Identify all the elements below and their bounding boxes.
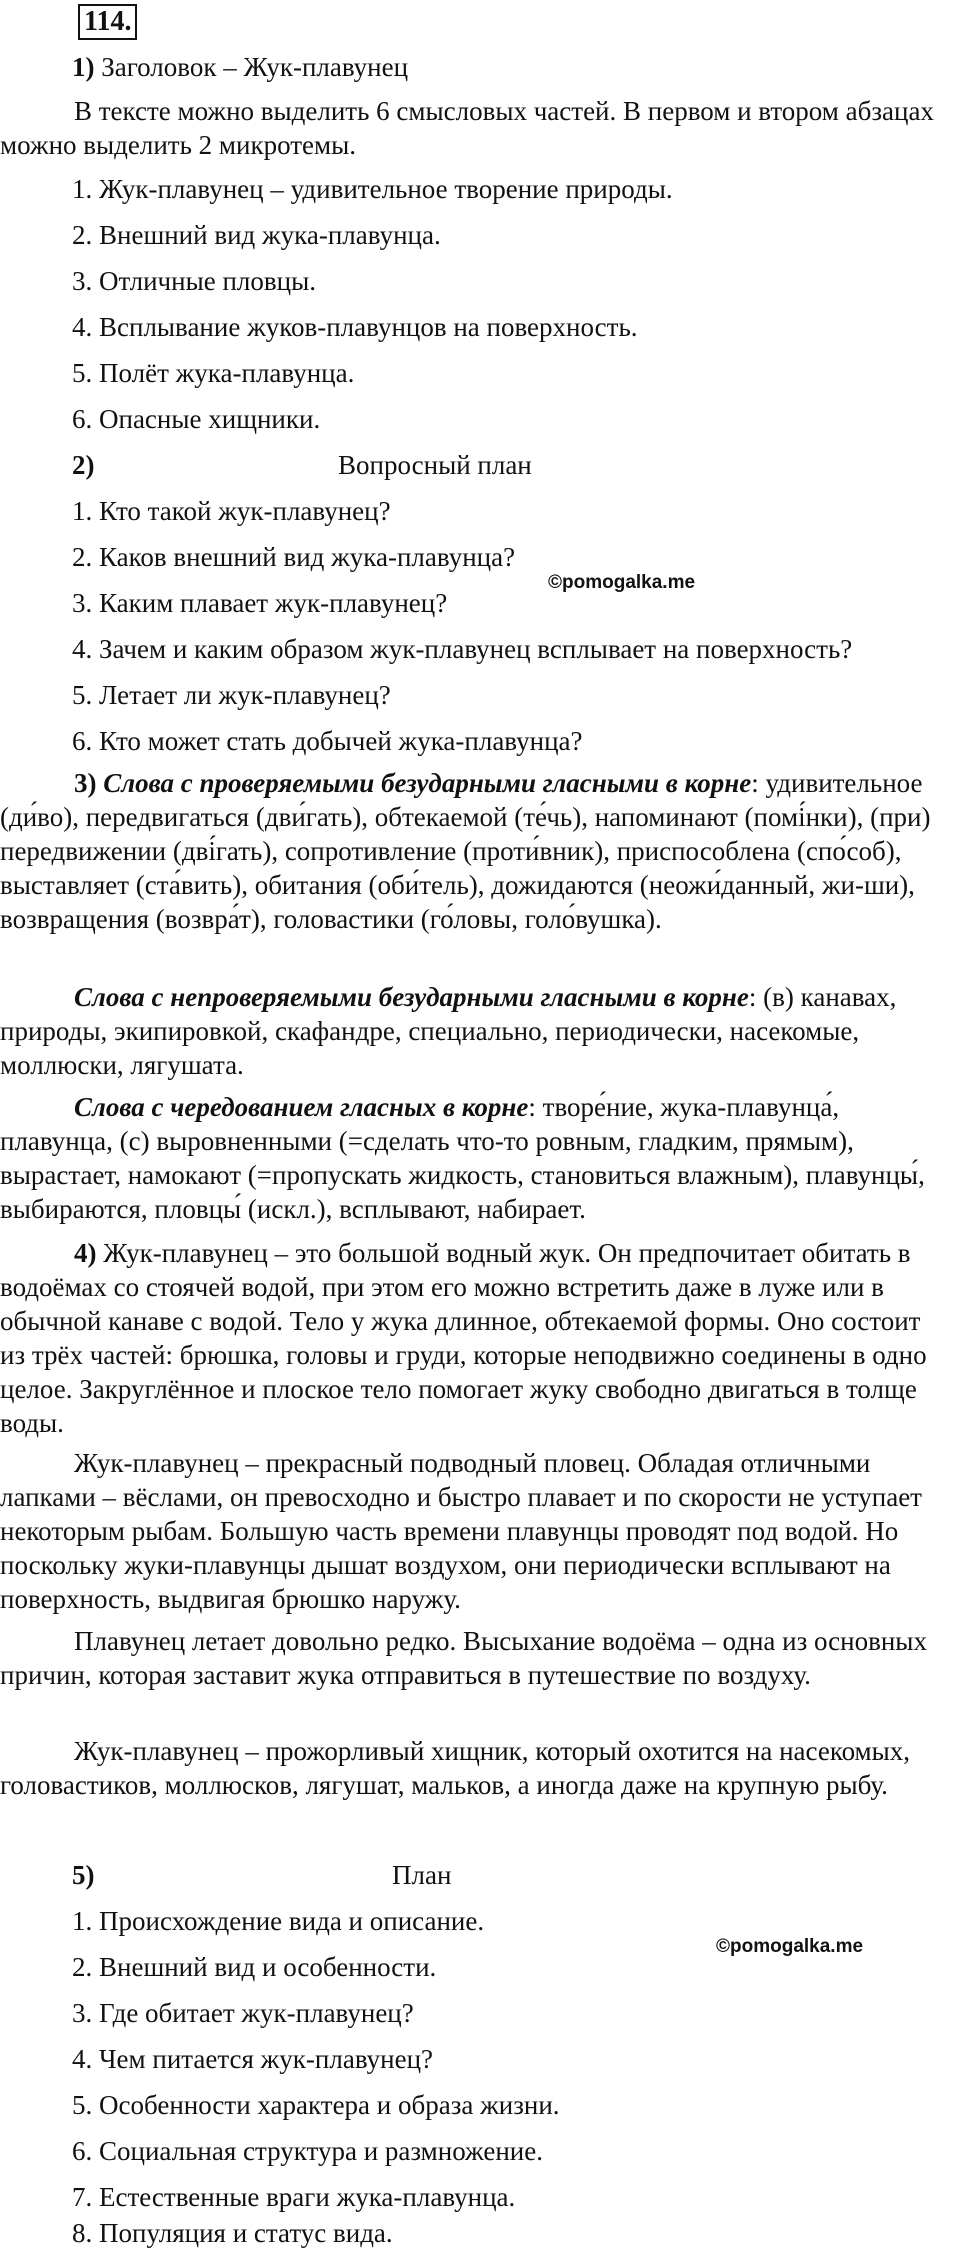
sec5-heading: План xyxy=(392,1860,452,1890)
sec3-checked-heading: Слова с проверяемыми безударными гласными в корне xyxy=(103,768,752,798)
sec2-heading-line xyxy=(72,448,95,482)
sec4-p3: Плавунец летает довольно редко. Высыхание водоёма – одна из основных причин, которая заставит жука отправиться в путешествие по воздуху. xyxy=(0,1626,927,1690)
sec2-number: 2) xyxy=(72,450,95,480)
sec1-number: 1) xyxy=(72,52,95,82)
sec1-item-4: 4. Всплывание жуков-плавунцов на поверхность. xyxy=(72,312,638,342)
sec1-item-1: 1. Жук-плавунец – удивительное творение природы. xyxy=(72,174,673,204)
watermark-bottom: ©pomogalka.me xyxy=(716,1936,864,1957)
sec5-item-3: 3. Где обитает жук-плавунец? xyxy=(72,1998,414,2028)
sec4-p1: Жук-плавунец – это большой водный жук. Он предпочитает обитать в водоёмах со стоячей водой, при этом его можно встретить даже в луже или в обычной канаве с водой. Тело у жука длинное, обтекаемой формы. Оно состоит из трёх частей: брюшка, головы и груди, которые неподвижно соединены в одно целое. Закруглённое и плоское тело помогает жуку свободно двигаться в толще воды. xyxy=(0,1238,927,1438)
sec5-item-7: 7. Естественные враги жука-плавунца. xyxy=(72,2182,516,2212)
sec1-title: Заголовок – Жук-плавунец xyxy=(101,52,409,82)
sec1-item-6: 6. Опасные хищники. xyxy=(72,404,321,434)
sec1-intro-paragraph xyxy=(0,94,940,162)
sec2-item-6: 6. Кто может стать добычей жука-плавунца? xyxy=(72,726,583,756)
sec4-p4: Жук-плавунец – прожорливый хищник, который охотится на насекомых, головастиков, моллюсков, лягушат, мальков, а иногда даже на крупную рыбу. xyxy=(0,1736,911,1800)
sec5-item-5: 5. Особенности характера и образа жизни. xyxy=(72,2090,560,2120)
sec3-alt-text: : творе́ние, жука-плавунца́, плавунца, (с) выровненными (=сделать что-то ровным, гладким, прямым), вырастает, намокают (=пропускать жидкость, становиться влажным), плавунцы́, выбираются, пловцы́ (искл.), всплывают, набирает. xyxy=(0,1092,925,1224)
sec2-item-5: 5. Летает ли жук-плавунец? xyxy=(72,680,391,710)
sec5-item-8: 8. Популяция и статус вида. xyxy=(72,2218,393,2248)
sec5-item-1: 1. Происхождение вида и описание. xyxy=(72,1906,485,1936)
sec1-item-3: 3. Отличные пловцы. xyxy=(72,266,316,296)
sec3-unchecked-text: : (в) канавах, природы, экипировкой, скафандре, специально, периодически, насекомые, моллюски, лягушата. xyxy=(0,982,897,1080)
sec5-heading-line xyxy=(72,1858,95,1892)
sec5-number: 5) xyxy=(72,1860,95,1890)
sec3-unchecked-heading: Слова с непроверяемыми безударными гласными в корне xyxy=(74,982,749,1012)
sec3-unchecked-paragraph xyxy=(0,980,940,1082)
sec3-alt-paragraph xyxy=(0,1090,940,1226)
sec1-item-2: 2. Внешний вид жука-плавунца. xyxy=(72,220,441,250)
sec2-item-3: 3. Каким плавает жук-плавунец? xyxy=(72,588,448,618)
sec5-item-6: 6. Социальная структура и размножение. xyxy=(72,2136,543,2166)
sec4-number: 4) xyxy=(74,1238,97,1268)
sec2-item-4: 4. Зачем и каким образом жук-плавунец всплывает на поверхность? xyxy=(72,634,853,664)
sec2-heading: Вопросный план xyxy=(338,450,532,480)
watermark-top: ©pomogalka.me xyxy=(548,572,696,593)
sec1-title-line xyxy=(72,50,408,84)
sec1-item-5: 5. Полёт жука-плавунца. xyxy=(72,358,355,388)
sec4-paragraph-3 xyxy=(0,1624,940,1692)
sec5-item-4: 4. Чем питается жук-плавунец? xyxy=(72,2044,434,2074)
sec2-item-1: 1. Кто такой жук-плавунец? xyxy=(72,496,391,526)
sec4-paragraph-2 xyxy=(0,1446,940,1616)
sec5-item-2: 2. Внешний вид и особенности. xyxy=(72,1952,437,1982)
sec3-checked-text: удивительное (ди́во), передвигаться (дви́гать), обтекаемой (те́чь), напоминают (помі́нки), (при) передвижении (дві́гать), сопротивление (проти́вник), приспособлена (спо́соб), выставляет (ста́вить), обитания (оби́тель), дожидаются (неожи́данный, жи-ши), возвращения (возвра́т), головастики (го́ловы, голо́вушка). xyxy=(0,768,931,934)
sec4-p2: Жук-плавунец – прекрасный подводный пловец. Обладая отличными лапками – вёслами, он превосходно и быстро плавает и по скорости не уступает некоторым рыбам. Большую часть времени плавунцы проводят под водой. Но поскольку жуки-плавунцы дышат воздухом, они периодически всплывают на поверхность, выдвигая брюшко наружу. xyxy=(0,1448,922,1614)
sec3-alt-heading: Слова с чередованием гласных в корне xyxy=(74,1092,529,1122)
sec4-paragraph-1 xyxy=(0,1236,940,1440)
exercise-number: 114. xyxy=(78,4,137,40)
sec2-item-2: 2. Каков внешний вид жука-плавунца? xyxy=(72,542,516,572)
sec3-checked-paragraph: 3) Слова с проверяемыми безударными гласными в корне: удивительное (ди́во), передвигаться (дви́гать), обтекаемой (те́чь), напоминают (помі́нки), (при) передвижении (дві́гать), сопротивление (проти́вник), приспособлена (спо́соб), выставляет (ста́вить), обитания (оби́тель), дожидаются (неожи́данный, жи-ши), возвращения (возвра́т), головастики (го́ловы, голо́вушка). xyxy=(0,768,931,934)
sec3-number: 3) xyxy=(74,768,97,798)
sec1-intro: В тексте можно выделить 6 смысловых частей. В первом и втором абзацах можно выделить 2 микротемы. xyxy=(0,96,934,160)
sec4-paragraph-4 xyxy=(0,1734,940,1802)
